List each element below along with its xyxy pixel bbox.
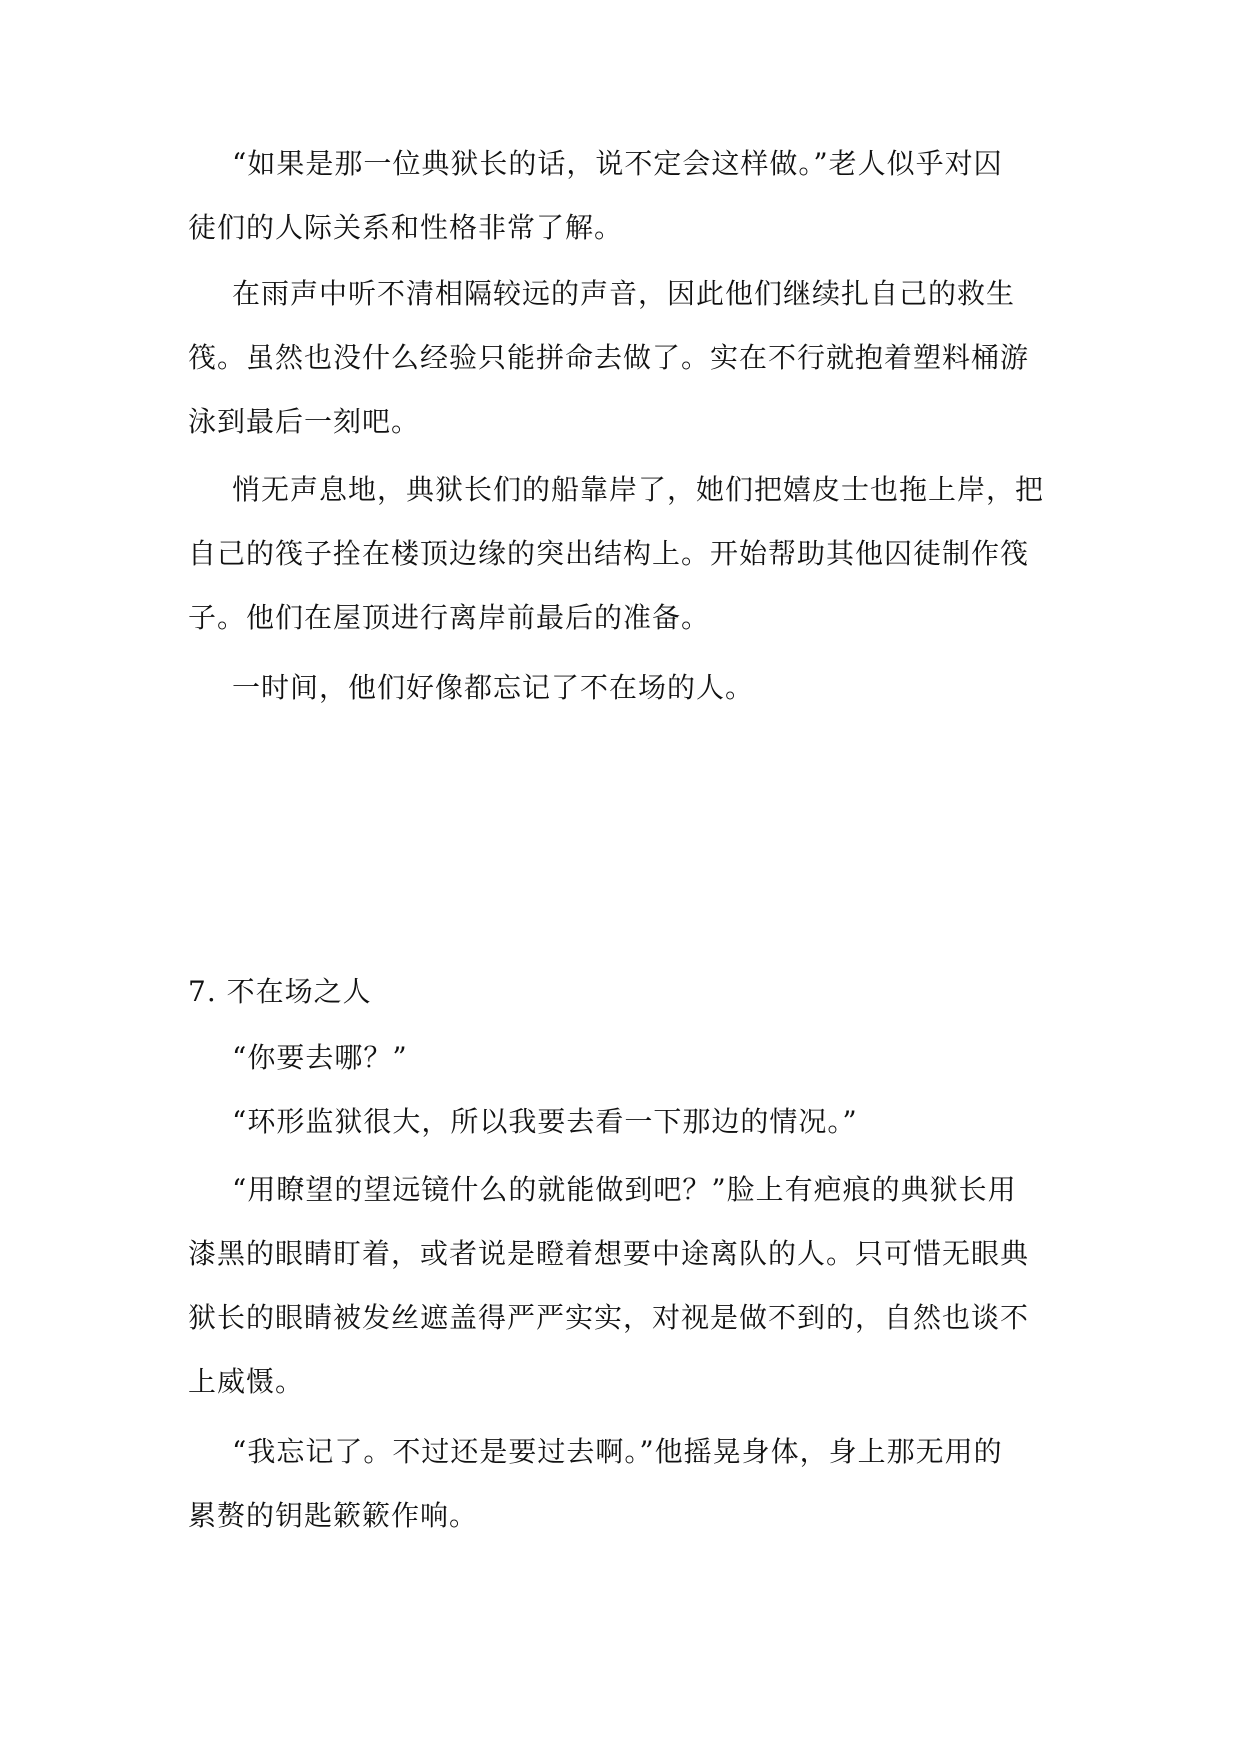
paragraph-7	[188, 1158, 1058, 1414]
paragraph-line: “你要去哪？”	[232, 1041, 408, 1074]
paragraph-line: 泳到最后一刻吧。	[188, 405, 421, 438]
paragraph-line: 筏。虽然也没什么经验只能拼命去做了。实在不行就抱着塑料桶游	[188, 341, 1030, 374]
chapter-heading: 7. 不在场之人	[188, 975, 372, 1008]
paragraph-line: 徒们的人际关系和性格非常了解。	[188, 211, 624, 244]
paragraph-2	[188, 262, 1058, 454]
paragraph-8	[188, 1420, 1058, 1548]
paragraph-line: “如果是那一位典狱长的话，说不定会这样做。”老人似乎对囚	[232, 147, 1003, 180]
paragraph-line: 狱长的眼睛被发丝遮盖得严严实实，对视是做不到的，自然也谈不	[188, 1301, 1030, 1334]
paragraph-line: 悄无声息地，典狱长们的船靠岸了，她们把嬉皮士也拖上岸，把	[232, 473, 1045, 506]
paragraph-4	[188, 656, 1058, 720]
paragraph-line: 一时间，他们好像都忘记了不在场的人。	[232, 671, 755, 704]
paragraph-line: “用瞭望的望远镜什么的就能做到吧？”脸上有疤痕的典狱长用	[232, 1173, 1017, 1206]
paragraph-line: “环形监狱很大，所以我要去看一下那边的情况。”	[232, 1105, 858, 1138]
paragraph-line: 自己的筏子拴在楼顶边缘的突出结构上。开始帮助其他囚徒制作筏	[188, 537, 1030, 570]
paragraph-line: 累赘的钥匙簌簌作响。	[188, 1499, 479, 1532]
paragraph-line: 子。他们在屋顶进行离岸前最后的准备。	[188, 601, 711, 634]
paragraph-5	[188, 1026, 1058, 1090]
paragraph-1	[188, 132, 1058, 260]
paragraph-line: 在雨声中听不清相隔较远的声音，因此他们继续扎自己的救生	[232, 277, 1016, 310]
paragraph-line: “我忘记了。不过还是要过去啊。”他摇晃身体，身上那无用的	[232, 1435, 1003, 1468]
paragraph-3	[188, 458, 1058, 650]
paragraph-6	[188, 1090, 1058, 1154]
paragraph-line: 漆黑的眼睛盯着，或者说是瞪着想要中途离队的人。只可惜无眼典	[188, 1237, 1030, 1270]
paragraph-line: 上威慑。	[188, 1365, 305, 1398]
